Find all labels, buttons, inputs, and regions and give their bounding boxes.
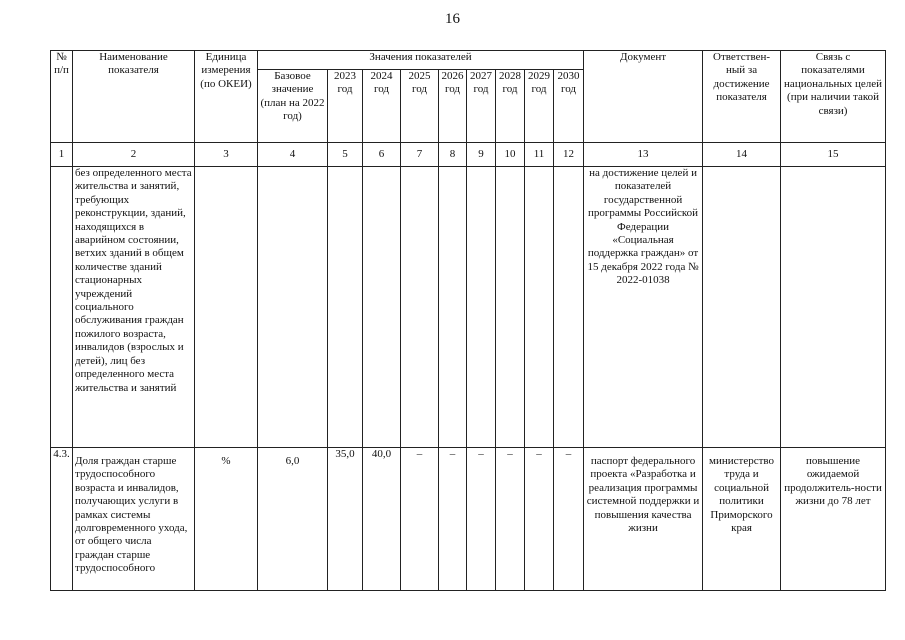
column-number: 9	[467, 143, 496, 167]
cell-link: повышение ожидаемой продолжитель-ности жизни до 78 лет	[781, 448, 886, 591]
header-responsible: Ответствен-ный за достижение показателя	[703, 51, 781, 143]
cell-y2027	[467, 167, 496, 448]
cell-y2024: 40,0	[363, 448, 401, 591]
cell-y2025: –	[401, 448, 439, 591]
column-number: 10	[496, 143, 525, 167]
header-base: Базовое значение (план на 2022 год)	[258, 70, 328, 143]
header-y2030: 2030 год	[554, 70, 584, 143]
cell-y2028	[496, 167, 525, 448]
cell-unit: %	[195, 448, 258, 591]
header-y2023: 2023 год	[328, 70, 363, 143]
header-row	[51, 51, 886, 70]
cell-y2030	[554, 167, 584, 448]
cell-responsible: министерство труда и социальной политики Приморского края	[703, 448, 781, 591]
column-number: 5	[328, 143, 363, 167]
cell-y2024	[363, 167, 401, 448]
cell-y2026	[439, 167, 467, 448]
column-number: 1	[51, 143, 73, 167]
header-name: Наименование показателя	[73, 51, 195, 143]
column-number: 8	[439, 143, 467, 167]
column-number: 2	[73, 143, 195, 167]
cell-document: паспорт федерального проекта «Разработка и реализация программы системной поддержки и повышения качества жизни	[584, 448, 703, 591]
header-document: Документ	[584, 51, 703, 143]
column-number: 11	[525, 143, 554, 167]
header-y2025: 2025 год	[401, 70, 439, 143]
column-number: 15	[781, 143, 886, 167]
cell-name: без определенного места жительства и занятий, требующих реконструкции, зданий, находящихся в аварийном состоянии, ветхих зданий в общем количестве зданий стационарных учреждений социального обслуживания граждан пожилого возраста, инвалидов (взрослых и детей), лиц без определенного места жительства и занятий	[73, 167, 195, 448]
header-link: Связь с показателями национальных целей (при наличии такой связи)	[781, 51, 886, 143]
cell-y2029	[525, 167, 554, 448]
cell-base	[258, 167, 328, 448]
table-row-4-3	[51, 448, 886, 591]
cell-link	[781, 167, 886, 448]
header-values-group: Значения показателей	[258, 51, 584, 70]
column-number: 14	[703, 143, 781, 167]
cell-y2025	[401, 167, 439, 448]
header-unit: Единица измерения (по ОКЕИ)	[195, 51, 258, 143]
indicators-table	[50, 50, 886, 591]
cell-num: 4.3.	[51, 448, 73, 591]
cell-y2030: –	[554, 448, 584, 591]
cell-y2023: 35,0	[328, 448, 363, 591]
table-row-continuation	[51, 167, 886, 448]
cell-y2027: –	[467, 448, 496, 591]
cell-responsible	[703, 167, 781, 448]
cell-y2029: –	[525, 448, 554, 591]
header-num: № п/п	[51, 51, 73, 143]
header-y2028: 2028 год	[496, 70, 525, 143]
cell-num	[51, 167, 73, 448]
header-y2029: 2029 год	[525, 70, 554, 143]
column-number: 12	[554, 143, 584, 167]
column-number: 6	[363, 143, 401, 167]
cell-name: Доля граждан старше трудоспособного возраста и инвалидов, получающих услуги в рамках системы долговременного ухода, от общего числа граждан старше трудоспособного	[73, 448, 195, 591]
cell-base: 6,0	[258, 448, 328, 591]
cell-y2023	[328, 167, 363, 448]
header-y2026: 2026 год	[439, 70, 467, 143]
cell-unit	[195, 167, 258, 448]
column-number: 4	[258, 143, 328, 167]
page-number: 16	[445, 11, 460, 27]
column-number: 13	[584, 143, 703, 167]
cell-y2028: –	[496, 448, 525, 591]
cell-document: на достижение целей и показателей государственной программы Российской Федерации «Социальная поддержка граждан» от 15 декабря 2022 года № 2022-01038	[584, 167, 703, 448]
cell-y2026: –	[439, 448, 467, 591]
column-number: 3	[195, 143, 258, 167]
header-y2024: 2024 год	[363, 70, 401, 143]
column-number: 7	[401, 143, 439, 167]
header-y2027: 2027 год	[467, 70, 496, 143]
column-number-row	[51, 143, 886, 167]
